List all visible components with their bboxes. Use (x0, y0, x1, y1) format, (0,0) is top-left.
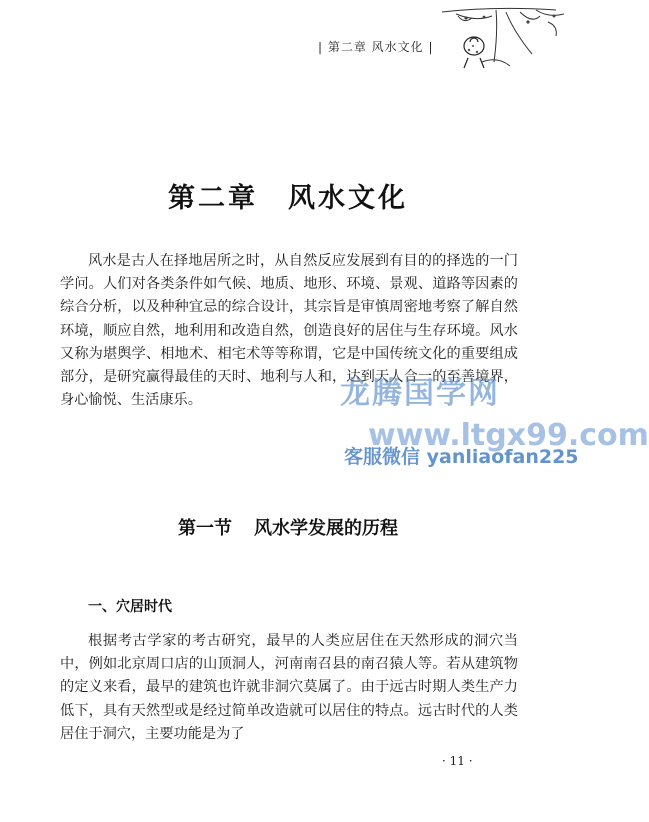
section-text-block (60, 630, 518, 746)
chapter-title (0, 176, 576, 215)
section-name: 风水学发展的历程 (254, 518, 398, 539)
intro-paragraph: 风水是古人在择地居所之时，从自然反应发展到有目的的择选的一门学问。人们对各类条件如气候、地质、地形、环境、景观、道路等因素的综合分析，以及种种宜忌的综合设计，其宗旨是审慎周密地考察了解自然环境，顺应自然，地利用和改造自然，创造良好的居住与生存环境。风水又称为堪舆学、相地术、相宅术等等称谓，它是中国传统文化的重要组成部分，是研究赢得最佳的天时、地利与人和，达到天人合一的至善境界，身心愉悦、生活康乐。 (60, 253, 518, 409)
watermark-url: www.ltgx99.com (368, 418, 649, 453)
decorative-plant-ornament (436, 2, 576, 80)
page-number: · 11 · (442, 754, 473, 768)
subsection-title: 一、穴居时代 (88, 599, 172, 615)
section-title (0, 514, 576, 540)
chapter-name: 风水文化 (288, 183, 408, 214)
section-number: 第一节 (178, 518, 232, 539)
section-paragraph: 根据考古学家的考古研究，最早的人类应居住在天然形成的洞穴当中，例如北京周口店的山顶洞人，河南南召县的南召猿人等。若从建筑物的定义来看，最早的建筑也许就非洞穴莫属了。由于远古时期人类生产力低下，具有天然型或是经过简单改造就可以居住的特点。远古时代的人类居住于洞穴，主要功能是为了 (60, 633, 518, 742)
watermark-contact: 客服微信 yanliaofan225 (344, 446, 579, 468)
watermark-site-name: 龙腾国学网 (340, 376, 500, 411)
running-header: | 第二章 风水文化 | (318, 40, 434, 54)
chapter-number: 第二章 (168, 183, 258, 214)
